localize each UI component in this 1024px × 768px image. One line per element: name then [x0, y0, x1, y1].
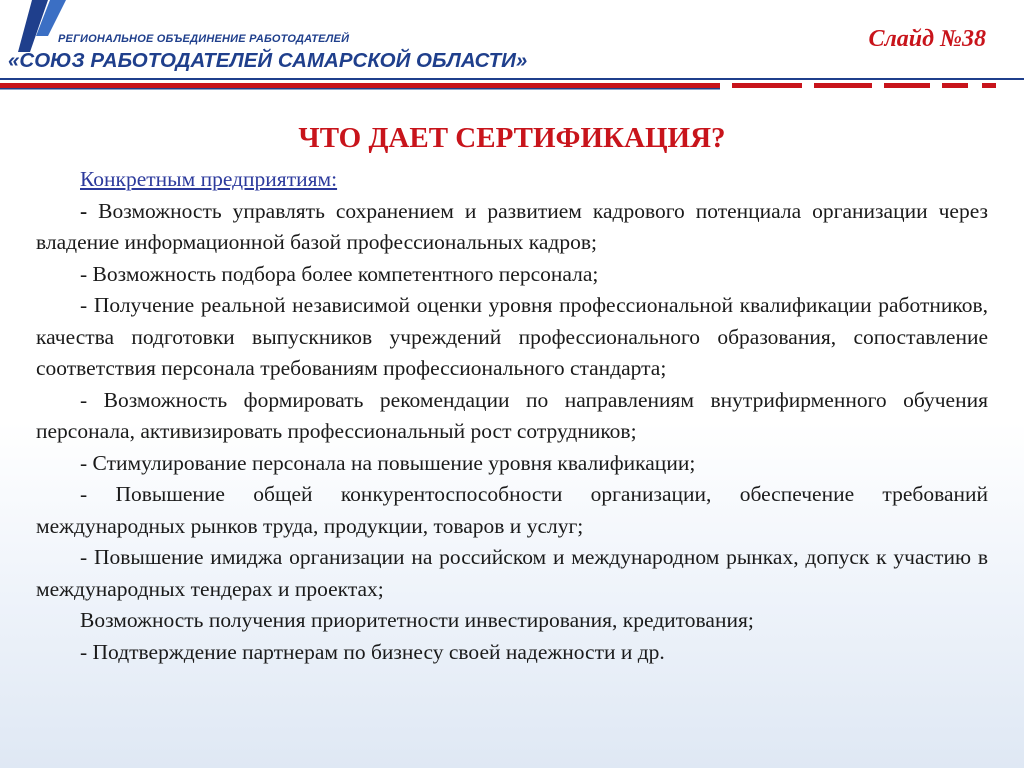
- list-item: - Стимулирование персонала на повышение уровня квалификации;: [80, 450, 696, 475]
- header-stripes: [0, 76, 1024, 96]
- list-item: - Возможность подбора более компетентного персонала;: [80, 261, 599, 286]
- header: [0, 0, 1024, 95]
- slide-number: Слайд №38: [868, 26, 986, 52]
- bullet-dash: -: [80, 198, 88, 223]
- subheading-paragraph: [36, 164, 988, 196]
- list-item: - Повышение общей конкурентоспособности организации, обеспечение требований международных рынков труда, продукции, товаров и услуг;: [36, 482, 988, 538]
- list-item: - Повышение имиджа организации на российском и международном рынках, допуск к участию в международных тендерах и проектах;: [36, 545, 988, 601]
- subheading: Конкретным предприятиям:: [80, 167, 338, 191]
- list-item-text: Возможность управлять сохранением и развитием кадрового потенциала организации через владение информационной базой профессиональных кадров;: [36, 198, 988, 254]
- org-name-subtitle: РЕГИОНАЛЬНОЕ ОБЪЕДИНЕНИЕ РАБОТОДАТЕЛЕЙ: [58, 33, 350, 45]
- content-body: [36, 164, 988, 668]
- org-name-title: «СОЮЗ РАБОТОДАТЕЛЕЙ САМАРСКОЙ ОБЛАСТИ»: [8, 49, 528, 72]
- list-item: - Подтверждение партнерам по бизнесу своей надежности и др.: [80, 639, 665, 664]
- list-item: - Возможность формировать рекомендации по направлениям внутрифирменного обучения персонала, активизировать профессиональный рост сотрудников;: [36, 387, 988, 443]
- list-item: Возможность получения приоритетности инвестирования, кредитования;: [80, 608, 754, 632]
- list-item: - Получение реальной независимой оценки уровня профессиональной квалификации работников, качества подготовки выпускников учреждений профессионального образования, сопоставление соответствия персонала требованиям профессионального стандарта;: [36, 293, 988, 380]
- slide-title: ЧТО ДАЕТ СЕРТИФИКАЦИЯ?: [298, 122, 726, 154]
- list-item: [36, 196, 988, 259]
